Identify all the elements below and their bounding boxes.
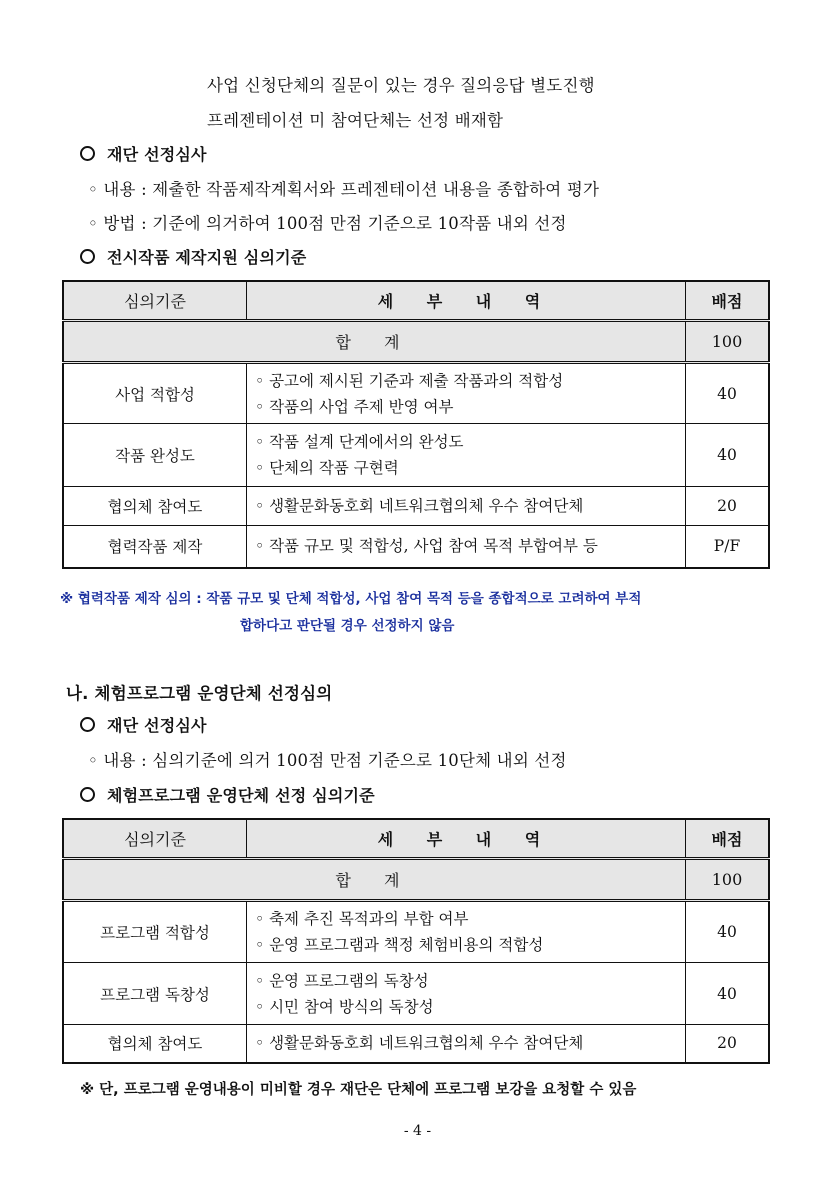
row-criterion: 협의체 참여도: [63, 487, 247, 526]
total-label: 합 계: [63, 321, 686, 363]
method-line-1: ◦ 방법 : 기준에 의거하여 100점 만점 기준으로 10작품 내외 선정: [88, 214, 567, 233]
review-heading-2: 재단 선정심사: [80, 713, 207, 736]
row-score: 40: [686, 901, 770, 963]
table-total-row: [63, 321, 769, 363]
page-number: - 4 -: [403, 1123, 432, 1139]
row-criterion: 사업 적합성: [63, 363, 247, 424]
section-title-2: 나. 체험프로그램 운영단체 선정심의: [66, 684, 333, 703]
table-row: [63, 424, 769, 487]
row-details: ◦ 작품 규모 및 적합성, 사업 참여 목적 부합여부 등: [247, 526, 686, 568]
row-details: ◦ 생활문화동호회 네트워크협의체 우수 참여단체: [247, 487, 686, 526]
row-details: ◦ 공고에 제시된 기준과 제출 작품과의 적합성 ◦ 작품의 사업 주제 반영 여부: [247, 363, 686, 424]
total-value: 100: [686, 321, 770, 363]
table-row: [63, 526, 769, 568]
review-heading-1: 재단 선정심사: [80, 142, 207, 165]
row-details: ◦ 운영 프로그램의 독창성 ◦ 시민 참여 방식의 독창성: [247, 963, 686, 1025]
note-line-1: ※ 협력작품 제작 심의 : 작품 규모 및 단체 적합성, 사업 참여 목적 등을 종합적으로 고려하여 부적: [60, 591, 642, 607]
note-line-2: 합하다고 판단될 경우 선정하지 않음: [240, 618, 455, 634]
criteria-heading-2: 체험프로그램 운영단체 선정 심의기준: [80, 783, 375, 806]
header-score: 배점: [686, 281, 770, 321]
row-details: ◦ 작품 설계 단계에서의 완성도 ◦ 단체의 작품 구현력: [247, 424, 686, 487]
criteria-heading-1: 전시작품 제작지원 심의기준: [80, 245, 306, 268]
circle-bullet-icon: [80, 787, 95, 802]
row-criterion: 프로그램 독창성: [63, 963, 247, 1025]
intro-line-2: 프레젠테이션 미 참여단체는 선정 배재함: [207, 111, 504, 130]
row-score: 20: [686, 1025, 770, 1063]
table-row: [63, 487, 769, 526]
row-criterion: 작품 완성도: [63, 424, 247, 487]
row-score: 20: [686, 487, 770, 526]
row-criterion: 협의체 참여도: [63, 1025, 247, 1063]
content-line-2: ◦ 내용 : 심의기준에 의거 100점 만점 기준으로 10단체 내외 선정: [88, 751, 567, 770]
table-row: [63, 363, 769, 424]
total-value: 100: [686, 859, 770, 901]
table-row: [63, 901, 769, 963]
criteria-table-2: [62, 818, 770, 1064]
header-criterion: 심의기준: [63, 281, 247, 321]
row-details: ◦ 축제 추진 목적과의 부합 여부 ◦ 운영 프로그램과 책정 체험비용의 적합성: [247, 901, 686, 963]
circle-bullet-icon: [80, 249, 95, 264]
table-row: [63, 1025, 769, 1063]
header-details: 세 부 내 역: [247, 819, 686, 859]
row-details: ◦ 생활문화동호회 네트워크협의체 우수 참여단체: [247, 1025, 686, 1063]
circle-bullet-icon: [80, 146, 95, 161]
table-header-row: [63, 819, 769, 859]
header-criterion: 심의기준: [63, 819, 247, 859]
row-score: 40: [686, 363, 770, 424]
criteria-table-1: [62, 280, 770, 569]
row-criterion: 프로그램 적합성: [63, 901, 247, 963]
intro-line-1: 사업 신청단체의 질문이 있는 경우 질의응답 별도진행: [207, 76, 595, 95]
row-score: P/F: [686, 526, 770, 568]
table-total-row: [63, 859, 769, 901]
table-row: [63, 963, 769, 1025]
circle-bullet-icon: [80, 717, 95, 732]
total-label: 합 계: [63, 859, 686, 901]
content-line-1: ◦ 내용 : 제출한 작품제작계획서와 프레젠테이션 내용을 종합하여 평가: [88, 180, 600, 199]
note-2: ※ 단, 프로그램 운영내용이 미비할 경우 재단은 단체에 프로그램 보강을 요청할 수 있음: [80, 1082, 637, 1098]
row-score: 40: [686, 963, 770, 1025]
table-header-row: [63, 281, 769, 321]
header-score: 배점: [686, 819, 770, 859]
header-details: 세 부 내 역: [247, 281, 686, 321]
row-criterion: 협력작품 제작: [63, 526, 247, 568]
row-score: 40: [686, 424, 770, 487]
